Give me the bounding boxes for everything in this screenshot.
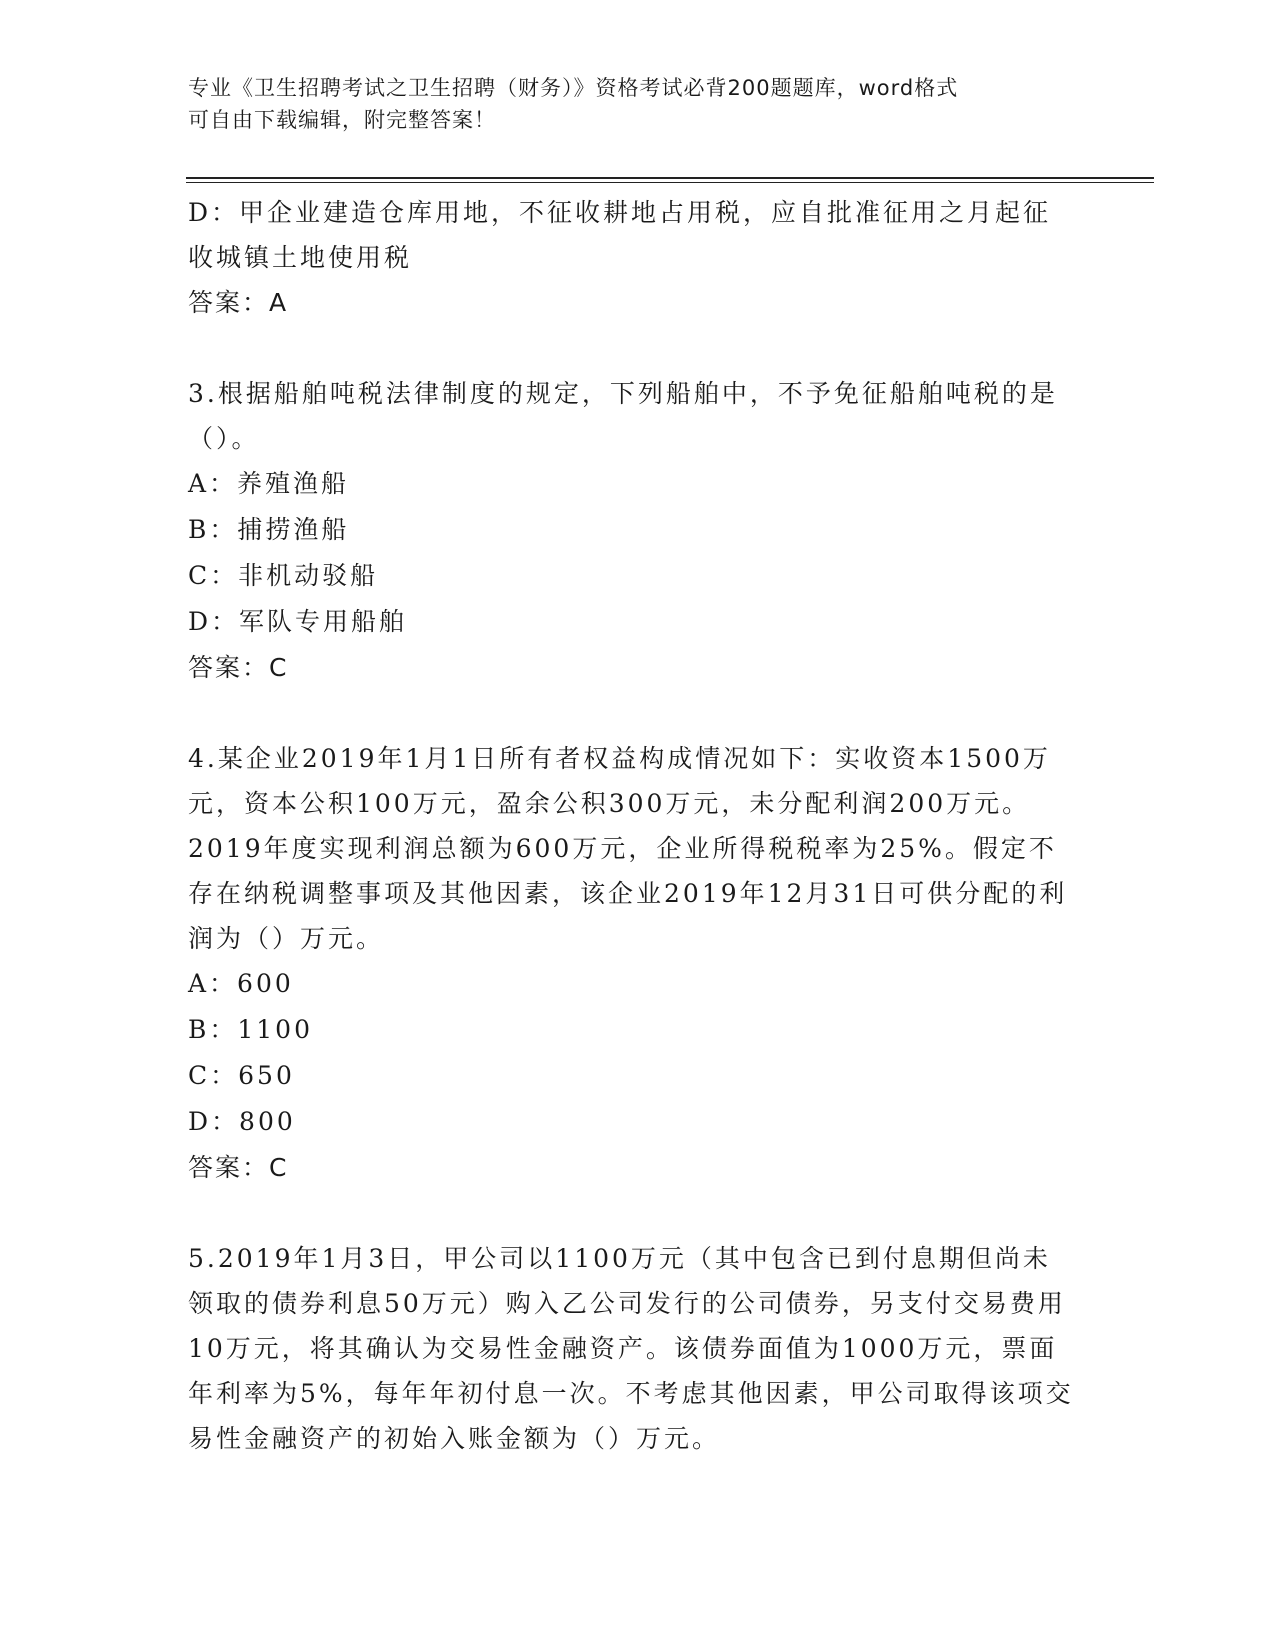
question-content [188, 190, 1078, 1461]
header-rule-thin [186, 182, 1154, 183]
q4-option-d: D：800 [188, 1107, 296, 1136]
q2-option-d: D：甲企业建造仓库用地，不征收耕地占用税，应自批准征用之月起征收城镇土地使用税 [188, 198, 1052, 272]
document-header [188, 72, 1088, 136]
q2-answer: 答案：A [188, 288, 289, 317]
spacer [188, 326, 1078, 371]
q4-answer: 答案：C [188, 1153, 289, 1182]
q3-option-b: B：捕捞渔船 [188, 515, 350, 544]
header-rule-thick [186, 177, 1154, 179]
q3-answer: 答案：C [188, 653, 289, 682]
q3-option-d: D：军队专用船舶 [188, 607, 408, 636]
q5-stem: 5.2019年1月3日，甲公司以1100万元（其中包含已到付息期但尚未领取的债券利息50万元）购入乙公司发行的公司债券，另支付交易费用10万元，将其确认为交易性金融资产。该债券面值为1000万元，票面年利率为5%，每年年初付息一次。不考虑其他因素，甲公司取得该项交易性金融资产的初始入账金额为（）万元。 [188, 1244, 1074, 1453]
header-line-2: 可自由下载编辑，附完整答案！ [188, 108, 496, 132]
q3-stem: 3.根据船舶吨税法律制度的规定，下列船舶中，不予免征船舶吨税的是（）。 [188, 379, 1058, 453]
q4-option-c: C：650 [188, 1061, 295, 1090]
q4-option-b: B：1100 [188, 1015, 313, 1044]
q3-option-c: C：非机动驳船 [188, 561, 379, 590]
spacer [188, 1191, 1078, 1236]
q4-option-a: A：600 [188, 969, 294, 998]
q3-option-a: A：养殖渔船 [188, 469, 350, 498]
q4-stem: 4.某企业2019年1月1日所有者权益构成情况如下：实收资本1500万元，资本公积100万元，盈余公积300万元，未分配利润200万元。2019年度实现利润总额为600万元，企业所得税税率为25%。假定不存在纳税调整事项及其他因素，该企业2019年12月31日可供分配的利润为（）万元。 [188, 744, 1068, 953]
header-line-1: 专业《卫生招聘考试之卫生招聘（财务）》资格考试必背200题题库，word格式 [188, 76, 959, 100]
spacer [188, 691, 1078, 736]
